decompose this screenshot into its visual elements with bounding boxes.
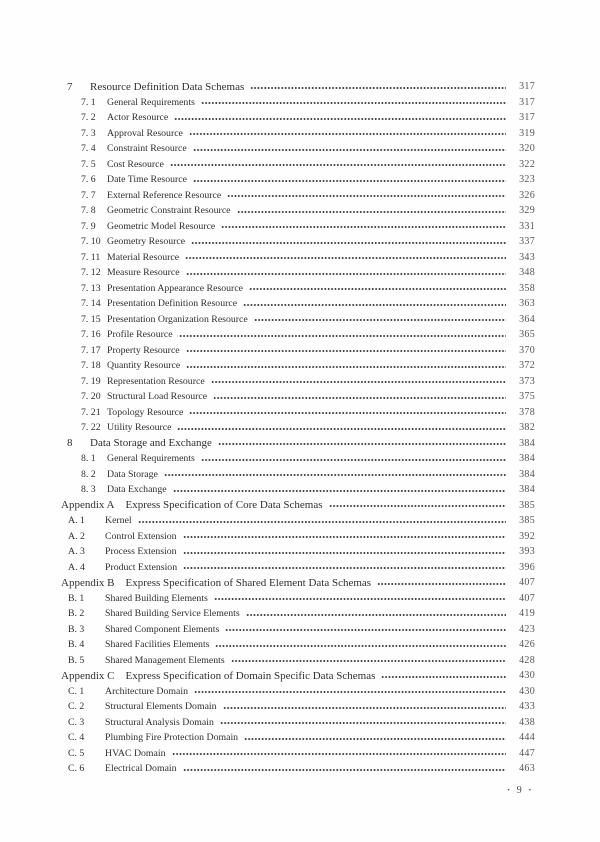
toc-item-number: A. 4 [68,561,85,573]
toc-row [60,374,535,390]
toc-row [60,172,535,188]
dot-leader [223,706,506,710]
toc-row [60,467,535,483]
toc-row [60,761,535,777]
toc-item-page-number: 430 [519,670,535,682]
toc-item-page-number: 426 [519,639,535,651]
toc-item-number: 8. 2 [81,468,96,480]
toc-item-page-number: 375 [519,391,535,403]
dot-leader [183,768,506,772]
toc-item-page-number: 384 [519,437,535,449]
toc-item-page-number: 382 [519,422,535,434]
dot-leader [186,349,506,353]
toc-item-number: A. 3 [68,546,85,558]
toc-row [60,188,535,204]
dot-leader [201,458,506,462]
dot-leader [186,365,506,369]
toc-item-label: Shared Building Elements [105,592,208,604]
dot-leader [193,179,506,183]
toc-item-number: C. 1 [68,685,85,697]
toc-row [60,513,535,529]
toc-item-number: 7. 3 [81,127,96,139]
toc-row [60,436,535,452]
toc-item-page-number: 407 [519,592,535,604]
toc-item-page-number: 384 [519,484,535,496]
dot-leader [172,752,506,756]
toc-item-page-number: 364 [519,313,535,325]
toc-row [60,234,535,250]
toc-item-page-number: 392 [519,530,535,542]
toc-item-number: 7. 11 [81,251,101,263]
table-of-contents [60,79,535,777]
toc-row [60,358,535,374]
dot-leader [250,86,506,90]
footer-bullet-right-icon: • [528,787,531,794]
toc-item-label: Approval Resource [107,127,183,139]
toc-row [60,110,535,126]
toc-item-page-number: 396 [519,561,535,573]
dot-leader [164,473,506,477]
toc-item-page-number: 419 [519,608,535,620]
toc-row [60,715,535,731]
toc-item-number: 8. 1 [81,453,96,465]
toc-item-label: Express Specification of Shared Element Data Schemas [125,576,372,589]
toc-item-label: Plumbing Fire Protection Domain [105,732,239,744]
toc-item-label: Geometric Constraint Resource [107,205,231,217]
toc-row [60,327,535,343]
toc-item-number: 7. 21 [81,406,101,418]
toc-item-label: General Requirements [107,453,195,465]
toc-item-number: 7 [67,80,73,93]
toc-item-page-number: 430 [519,685,535,697]
toc-item-page-number: 348 [519,267,535,279]
dot-leader [185,256,506,260]
dot-leader [174,117,506,121]
toc-item-label: Geometry Resource [107,236,186,248]
toc-item-number: Appendix C [61,669,115,682]
toc-item-label: Express Specification of Core Data Schemas [125,499,323,512]
toc-row [60,668,535,684]
toc-item-page-number: 433 [519,701,535,713]
toc-item-page-number: 331 [519,220,535,232]
toc-item-number: 7. 8 [81,205,96,217]
toc-item-page-number: 373 [519,375,535,387]
toc-item-page-number: 384 [519,468,535,480]
toc-item-number: 7. 22 [81,422,101,434]
dot-leader [177,427,506,431]
toc-item-label: Material Resource [107,251,180,263]
dot-leader [221,225,506,229]
toc-item-page-number: 438 [519,716,535,728]
toc-item-number: 7. 4 [81,143,96,155]
toc-row [60,699,535,715]
toc-item-number: A. 2 [68,530,85,542]
dot-leader [194,690,506,694]
toc-row [60,389,535,405]
toc-row [60,451,535,467]
toc-row [60,265,535,281]
toc-item-label: Presentation Organization Resource [107,313,248,325]
toc-item-page-number: 372 [519,360,535,372]
dot-leader [183,551,506,555]
toc-row [60,730,535,746]
toc-item-label: Quantity Resource [107,360,181,372]
toc-item-number: 7. 20 [81,391,101,403]
dot-leader [186,272,506,276]
toc-item-page-number: 385 [519,499,535,511]
dot-leader [214,597,506,601]
toc-item-label: Shared Facilities Elements [105,639,210,651]
toc-item-label: Representation Resource [107,375,205,387]
toc-item-page-number: 444 [519,732,535,744]
toc-item-number: 7. 16 [81,329,101,341]
toc-row [60,281,535,297]
toc-item-label: Cost Resource [107,158,164,170]
toc-item-label: General Requirements [107,96,195,108]
dot-leader [243,303,506,307]
toc-item-page-number: 317 [519,112,535,124]
toc-row [60,560,535,576]
toc-item-label: Product Extension [105,561,178,573]
toc-item-page-number: 358 [519,282,535,294]
toc-item-number: B. 1 [68,592,85,604]
toc-item-page-number: 337 [519,236,535,248]
toc-item-number: Appendix A [61,499,115,512]
toc-item-number: 7. 6 [81,174,96,186]
toc-item-number: 7. 13 [81,282,101,294]
dot-leader [201,101,506,105]
toc-item-number: 7. 2 [81,112,96,124]
toc-item-label: Shared Management Elements [105,654,225,666]
toc-row [60,529,535,545]
toc-row [60,126,535,142]
toc-item-number: 8 [67,437,73,450]
toc-item-number: 7. 5 [81,158,96,170]
toc-item-label: External Reference Resource [107,189,222,201]
toc-item-number: B. 4 [68,639,85,651]
dot-leader [189,411,506,415]
dot-leader [329,504,506,508]
toc-item-number: B. 2 [68,608,85,620]
dot-leader [246,613,506,617]
toc-item-label: Structural Load Resource [107,391,208,403]
toc-item-page-number: 463 [519,763,535,775]
toc-row [60,637,535,653]
toc-item-number: 7. 9 [81,220,96,232]
toc-row [60,95,535,111]
toc-item-page-number: 343 [519,251,535,263]
toc-row [60,482,535,498]
toc-row [60,606,535,622]
toc-item-page-number: 428 [519,654,535,666]
toc-item-label: Control Extension [105,530,177,542]
dot-leader [183,535,506,539]
toc-item-label: Data Exchange [107,484,167,496]
toc-row [60,219,535,235]
toc-item-label: Property Resource [107,344,180,356]
dot-leader [381,675,506,679]
toc-item-number: C. 3 [68,716,85,728]
toc-item-number: C. 2 [68,701,85,713]
toc-row [60,746,535,762]
dot-leader [138,520,506,524]
toc-item-page-number: 363 [519,298,535,310]
toc-item-label: Presentation Appearance Resource [107,282,244,294]
toc-row [60,203,535,219]
toc-row [60,141,535,157]
toc-item-label: Geometric Model Resource [107,220,216,232]
dot-leader [244,737,506,741]
toc-item-number: C. 4 [68,732,85,744]
toc-item-label: Date Time Resource [107,174,187,186]
toc-item-label: Shared Component Elements [105,623,220,635]
toc-item-number: B. 5 [68,654,85,666]
toc-item-page-number: 378 [519,406,535,418]
toc-row [60,296,535,312]
toc-item-number: C. 5 [68,747,85,759]
dot-leader [183,566,506,570]
toc-item-label: Presentation Definition Resource [107,298,238,310]
toc-row [60,684,535,700]
toc-item-number: 7. 19 [81,375,101,387]
toc-item-page-number: 319 [519,127,535,139]
footer-bullet-left-icon: • [507,787,510,794]
toc-row [60,544,535,560]
toc-item-page-number: 407 [519,577,535,589]
dot-leader [225,628,506,632]
toc-item-page-number: 423 [519,623,535,635]
toc-item-page-number: 365 [519,329,535,341]
toc-item-label: Architecture Domain [105,685,188,697]
toc-item-page-number: 323 [519,174,535,186]
toc-item-number: 7. 14 [81,298,101,310]
toc-row [60,343,535,359]
toc-item-label: Process Extension [105,546,177,558]
toc-item-page-number: 317 [519,81,535,93]
toc-row [60,653,535,669]
toc-item-label: Structural Elements Domain [105,701,217,713]
dot-leader [173,489,506,493]
toc-item-label: Data Storage and Exchange [90,437,212,450]
toc-item-number: 7. 7 [81,189,96,201]
toc-item-number: B. 3 [68,623,85,635]
dot-leader [179,334,506,338]
dot-leader [211,380,506,384]
toc-item-label: Electrical Domain [105,763,177,775]
footer-page-number: 9 [516,785,522,796]
toc-item-label: Profile Resource [107,329,173,341]
toc-item-label: Constraint Resource [107,143,187,155]
toc-item-label: Kernel [105,515,132,527]
toc-item-label: HVAC Domain [105,747,166,759]
dot-leader [231,659,506,663]
toc-item-page-number: 393 [519,546,535,558]
dot-leader [227,194,506,198]
toc-item-number: A. 1 [68,515,85,527]
toc-item-page-number: 384 [519,453,535,465]
toc-item-number: 7. 17 [81,344,101,356]
toc-item-page-number: 320 [519,143,535,155]
toc-item-page-number: 447 [519,747,535,759]
toc-item-number: 8. 3 [81,484,96,496]
toc-item-page-number: 326 [519,189,535,201]
toc-item-label: Data Storage [107,468,158,480]
toc-row [60,405,535,421]
dot-leader [215,644,506,648]
page-footer [507,785,531,796]
toc-item-label: Express Specification of Domain Specific Data Schemas [125,669,376,682]
toc-row [60,498,535,514]
toc-item-number: C. 6 [68,763,85,775]
toc-item-number: Appendix B [61,576,115,589]
toc-row [60,157,535,173]
dot-leader [213,396,506,400]
toc-row [60,420,535,436]
toc-item-number: 7. 1 [81,96,96,108]
toc-item-number: 7. 12 [81,267,101,279]
dot-leader [377,582,506,586]
dot-leader [249,287,506,291]
dot-leader [254,318,506,322]
dot-leader [189,132,506,136]
toc-item-label: Utility Resource [107,422,172,434]
toc-item-page-number: 322 [519,158,535,170]
toc-item-number: 7. 10 [81,236,101,248]
toc-row [60,250,535,266]
toc-item-label: Resource Definition Data Schemas [90,80,245,93]
toc-row [60,575,535,591]
toc-item-page-number: 385 [519,515,535,527]
toc-item-label: Measure Resource [107,267,180,279]
toc-item-label: Shared Building Service Elements [105,608,240,620]
toc-item-label: Actor Resource [107,112,169,124]
toc-item-page-number: 317 [519,96,535,108]
dot-leader [191,241,506,245]
dot-leader [170,163,506,167]
toc-item-label: Topology Resource [107,406,184,418]
toc-row [60,591,535,607]
toc-item-number: 7. 15 [81,313,101,325]
dot-leader [193,148,506,152]
toc-item-page-number: 329 [519,205,535,217]
toc-item-number: 7. 18 [81,360,101,372]
toc-item-page-number: 370 [519,344,535,356]
dot-leader [220,721,506,725]
toc-row [60,312,535,328]
toc-row [60,79,535,95]
toc-row [60,622,535,638]
dot-leader [218,442,506,446]
toc-item-label: Structural Analysis Domain [105,716,214,728]
dot-leader [237,210,506,214]
